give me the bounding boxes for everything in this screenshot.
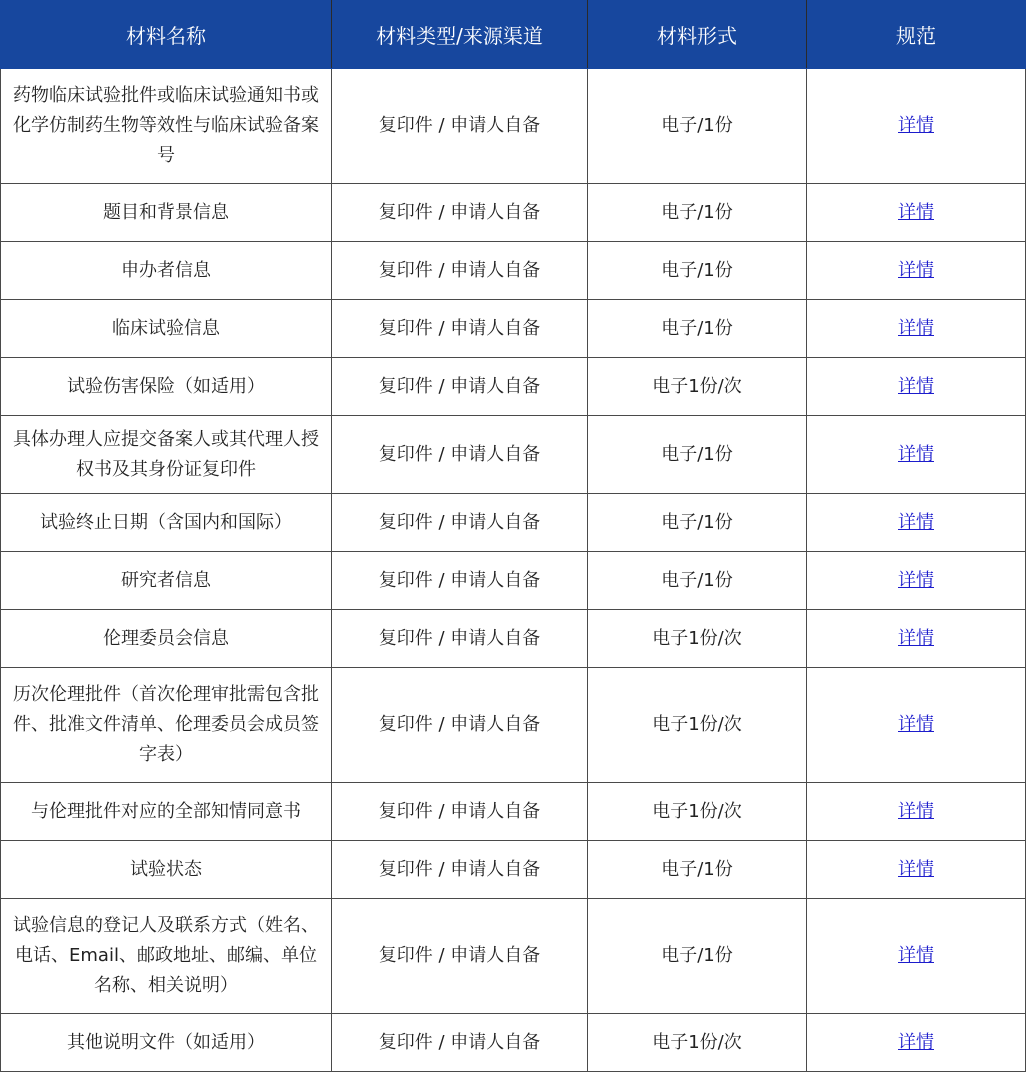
- material-name-cell: 具体办理人应提交备案人或其代理人授权书及其身份证复印件: [1, 416, 332, 494]
- table-row: [1, 783, 1026, 841]
- table-row: [1, 610, 1026, 668]
- spec-cell: [807, 899, 1026, 1014]
- material-form-cell: 电子1份/次: [588, 1014, 807, 1072]
- header-material-type: 材料类型/来源渠道: [332, 1, 588, 69]
- material-name-cell: 历次伦理批件（首次伦理审批需包含批件、批准文件清单、伦理委员会成员签字表）: [1, 668, 332, 783]
- detail-link[interactable]: 详情: [898, 259, 934, 281]
- material-type-cell: 复印件 / 申请人自备: [332, 494, 588, 552]
- material-type-cell: 复印件 / 申请人自备: [332, 552, 588, 610]
- table-row: [1, 668, 1026, 783]
- detail-link[interactable]: 详情: [898, 115, 934, 136]
- spec-cell: [807, 783, 1026, 841]
- detail-link[interactable]: 详情: [898, 317, 934, 339]
- spec-cell: [807, 841, 1026, 899]
- table-row: [1, 552, 1026, 610]
- material-type-cell: 复印件 / 申请人自备: [332, 1014, 588, 1072]
- header-material-name: 材料名称: [1, 1, 332, 69]
- detail-link[interactable]: 详情: [898, 443, 934, 465]
- material-name-cell: 其他说明文件（如适用）: [1, 1014, 332, 1072]
- spec-cell: [807, 69, 1026, 184]
- material-type-cell: 复印件 / 申请人自备: [332, 300, 588, 358]
- detail-link[interactable]: 详情: [898, 858, 934, 880]
- spec-cell: [807, 242, 1026, 300]
- table-row: [1, 242, 1026, 300]
- material-form-cell: 电子/1份: [588, 184, 807, 242]
- material-type-cell: 复印件 / 申请人自备: [332, 610, 588, 668]
- material-name-cell: 试验终止日期（含国内和国际）: [1, 494, 332, 552]
- table-row: [1, 300, 1026, 358]
- material-form-cell: 电子1份/次: [588, 610, 807, 668]
- material-type-cell: 复印件 / 申请人自备: [332, 184, 588, 242]
- material-form-cell: 电子/1份: [588, 552, 807, 610]
- material-name-cell: 题目和背景信息: [1, 184, 332, 242]
- material-name-cell: 试验伤害保险（如适用）: [1, 358, 332, 416]
- material-type-cell: 复印件 / 申请人自备: [332, 69, 588, 184]
- material-name-cell: 研究者信息: [1, 552, 332, 610]
- detail-link[interactable]: 详情: [898, 511, 934, 533]
- material-form-cell: 电子/1份: [588, 242, 807, 300]
- material-type-cell: 复印件 / 申请人自备: [332, 358, 588, 416]
- detail-link[interactable]: 详情: [898, 945, 934, 966]
- table-body: [1, 69, 1026, 1072]
- detail-link[interactable]: 详情: [898, 714, 934, 735]
- material-form-cell: 电子1份/次: [588, 783, 807, 841]
- detail-link[interactable]: 详情: [898, 627, 934, 649]
- spec-cell: [807, 610, 1026, 668]
- material-type-cell: 复印件 / 申请人自备: [332, 899, 588, 1014]
- material-name-cell: 临床试验信息: [1, 300, 332, 358]
- header-row: [1, 1, 1026, 69]
- material-form-cell: 电子/1份: [588, 69, 807, 184]
- table-row: [1, 416, 1026, 494]
- table-row: [1, 69, 1026, 184]
- header-specification: 规范: [807, 1, 1026, 69]
- table-row: [1, 358, 1026, 416]
- table-header: [1, 1, 1026, 69]
- spec-cell: [807, 416, 1026, 494]
- material-type-cell: 复印件 / 申请人自备: [332, 841, 588, 899]
- spec-cell: [807, 358, 1026, 416]
- detail-link[interactable]: 详情: [898, 569, 934, 591]
- material-type-cell: 复印件 / 申请人自备: [332, 242, 588, 300]
- table-row: [1, 841, 1026, 899]
- header-material-form: 材料形式: [588, 1, 807, 69]
- detail-link[interactable]: 详情: [898, 375, 934, 397]
- material-name-cell: 试验状态: [1, 841, 332, 899]
- spec-cell: [807, 494, 1026, 552]
- material-form-cell: 电子/1份: [588, 416, 807, 494]
- spec-cell: [807, 1014, 1026, 1072]
- spec-cell: [807, 184, 1026, 242]
- material-name-cell: 与伦理批件对应的全部知情同意书: [1, 783, 332, 841]
- table-row: [1, 494, 1026, 552]
- detail-link[interactable]: 详情: [898, 1031, 934, 1053]
- material-form-cell: 电子1份/次: [588, 668, 807, 783]
- material-form-cell: 电子/1份: [588, 300, 807, 358]
- table-row: [1, 1014, 1026, 1072]
- material-form-cell: 电子/1份: [588, 899, 807, 1014]
- material-name-cell: 伦理委员会信息: [1, 610, 332, 668]
- material-form-cell: 电子1份/次: [588, 358, 807, 416]
- spec-cell: [807, 552, 1026, 610]
- spec-cell: [807, 300, 1026, 358]
- material-name-cell: 药物临床试验批件或临床试验通知书或化学仿制药生物等效性与临床试验备案号: [1, 69, 332, 184]
- material-type-cell: 复印件 / 申请人自备: [332, 783, 588, 841]
- table-row: [1, 899, 1026, 1014]
- spec-cell: [807, 668, 1026, 783]
- detail-link[interactable]: 详情: [898, 201, 934, 223]
- table-row: [1, 184, 1026, 242]
- material-name-cell: 申办者信息: [1, 242, 332, 300]
- material-name-cell: 试验信息的登记人及联系方式（姓名、电话、Email、邮政地址、邮编、单位名称、相关说明）: [1, 899, 332, 1014]
- material-type-cell: 复印件 / 申请人自备: [332, 416, 588, 494]
- material-form-cell: 电子/1份: [588, 494, 807, 552]
- detail-link[interactable]: 详情: [898, 800, 934, 822]
- material-form-cell: 电子/1份: [588, 841, 807, 899]
- material-type-cell: 复印件 / 申请人自备: [332, 668, 588, 783]
